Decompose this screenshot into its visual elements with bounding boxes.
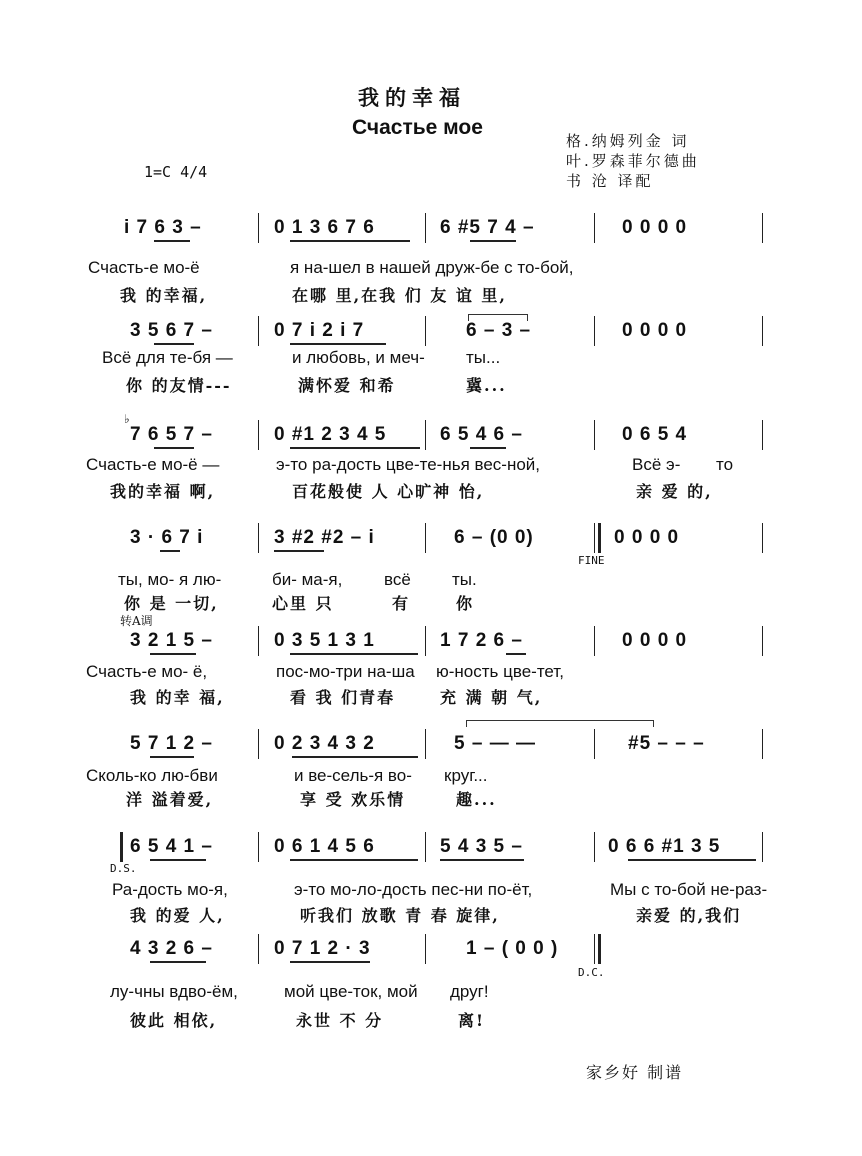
lyrics-ru-2b: и любовь, и меч-: [292, 348, 425, 367]
beam: [150, 961, 206, 963]
lyrics-cn-1a: 我 的幸福,: [120, 286, 208, 305]
barline: [258, 523, 259, 553]
lyrics-cn-8a: 彼此 相依,: [130, 1011, 218, 1030]
lyrics-ru-2a: Всё для те-бя —: [102, 348, 233, 367]
lyrics-ru-7a: Ра-дость мо-я,: [112, 880, 228, 899]
beam: [154, 240, 190, 242]
measure-8-3: 1 – ( 0 0 ): [466, 938, 559, 959]
barline: [762, 626, 763, 656]
measure-5-2: 0 3 5 1 3 1: [274, 630, 375, 651]
beam: [150, 859, 206, 861]
beam: [290, 343, 386, 345]
beam: [440, 859, 524, 861]
measure-1-4: 0 0 0 0: [622, 217, 688, 238]
lyrics-cn-8b: 永世 不 分: [296, 1011, 384, 1030]
beam: [292, 756, 418, 758]
measure-7-3: 5 4 3 5 –: [440, 836, 523, 857]
tie-arc: [466, 720, 654, 727]
measure-7-2: 0 6 1 4 5 6: [274, 836, 375, 857]
lyrics-cn-1b: 在哪 里,在我 们 友 谊 里,: [292, 286, 507, 305]
measure-1-2: 0 1 3 6 7 6: [274, 217, 375, 238]
barline: [425, 729, 426, 759]
lyrics-ru-4a: ты, мо- я лю-: [118, 570, 222, 589]
title-russian: Счастье мое: [352, 116, 483, 139]
beam: [290, 961, 370, 963]
beam: [628, 859, 756, 861]
lyrics-ru-3a: Счасть-е мо-ё —: [86, 455, 220, 474]
measure-7-1: 6 5 4 1 –: [130, 836, 213, 857]
lyrics-cn-4c: 有: [392, 594, 411, 613]
measure-5-4: 0 0 0 0: [622, 630, 688, 651]
beam: [470, 240, 516, 242]
barline: [258, 420, 259, 450]
lyrics-cn-6c: 趣...: [456, 790, 497, 809]
measure-8-2: 0 7 1 2 · 3: [274, 938, 371, 959]
barline: [594, 934, 595, 964]
measure-7-4: 0 6 6 #1 3 5: [608, 836, 721, 857]
lyrics-cn-3c: 亲 爱 的,: [636, 482, 713, 501]
lyrics-ru-2c: ты...: [466, 348, 501, 367]
measure-3-1: 7 6 5 7 –: [130, 424, 213, 445]
modulation-mark: 转A调: [120, 614, 153, 628]
beam: [150, 756, 194, 758]
beam: [150, 653, 196, 655]
barline: [425, 832, 426, 862]
barline: [425, 316, 426, 346]
lyrics-cn-5a: 我 的幸 福,: [130, 688, 225, 707]
measure-1-3: 6 #5 7 4 –: [440, 217, 535, 238]
barline: [762, 420, 763, 450]
beam: [290, 240, 410, 242]
final-barline: [598, 934, 601, 964]
barline: [594, 213, 595, 243]
barline: [425, 626, 426, 656]
beam: [274, 550, 324, 552]
credit-lyricist: 格.纳姆列金 词: [566, 132, 690, 150]
lyrics-cn-6a: 洋 溢着爱,: [126, 790, 214, 809]
measure-8-1: 4 3 2 6 –: [130, 938, 213, 959]
lyrics-ru-3d: то: [716, 455, 734, 474]
footer-credit: 家乡好 制谱: [586, 1063, 684, 1082]
lyrics-cn-4b: 心里 只: [272, 594, 334, 613]
lyrics-ru-5b: пос-мо-три на-ша: [276, 662, 415, 681]
barline: [258, 213, 259, 243]
measure-2-3: 6 – 3 –: [466, 320, 532, 341]
lyrics-ru-7b: э-то мо-ло-дость пес-ни по-ёт,: [294, 880, 533, 899]
lyrics-ru-5c: ю-ность цве-тет,: [436, 662, 564, 681]
lyrics-ru-5a: Счасть-е мо- ё,: [86, 662, 208, 681]
lyrics-ru-8b: мой цве-ток, мой: [284, 982, 418, 1001]
measure-6-4: #5 – – –: [628, 733, 705, 754]
flat-sign: ♭: [124, 412, 130, 426]
beam: [290, 653, 418, 655]
lyrics-cn-3b: 百花般使 人 心旷神 怡,: [292, 482, 485, 501]
measure-3-4: 0 6 5 4: [622, 424, 688, 445]
lyrics-cn-2b: 满怀爱 和希: [298, 376, 396, 395]
fine-mark: FINE: [578, 554, 605, 567]
beam: [154, 343, 194, 345]
segno-barline: [120, 832, 123, 862]
lyrics-cn-5c: 充 满 朝 气,: [440, 688, 543, 707]
lyrics-cn-2a: 你 的友情---: [126, 376, 232, 395]
barline: [762, 316, 763, 346]
lyrics-ru-6a: Сколь-ко лю-бви: [86, 766, 218, 785]
barline: [425, 213, 426, 243]
lyrics-ru-4c: всё: [384, 570, 411, 589]
lyrics-cn-3a: 我的幸福 啊,: [110, 482, 216, 501]
lyrics-cn-2c: 冀...: [466, 376, 507, 395]
lyrics-ru-6c: круг...: [444, 766, 488, 785]
lyrics-cn-4d: 你: [456, 594, 475, 613]
lyrics-cn-4a: 你 是 一切,: [124, 594, 219, 613]
title-chinese: 我的幸福: [358, 85, 466, 110]
beam: [506, 653, 526, 655]
barline: [762, 213, 763, 243]
lyrics-ru-7c: Мы с то-бой не-раз-: [610, 880, 768, 899]
measure-3-2: 0 #1 2 3 4 5: [274, 424, 387, 445]
measure-3-3: 6 5 4 6 –: [440, 424, 523, 445]
lyrics-ru-6b: и ве-сель-я во-: [294, 766, 412, 785]
lyrics-ru-8a: лу-чны вдво-ём,: [110, 982, 238, 1001]
measure-4-4: 0 0 0 0: [614, 527, 680, 548]
barline: [594, 832, 595, 862]
measure-4-3: 6 – (0 0): [454, 527, 534, 548]
measure-5-1: 3 2 1 5 –: [130, 630, 213, 651]
lyrics-cn-6b: 享 受 欢乐情: [300, 790, 406, 809]
measure-2-2: 0 7 i 2 i 7: [274, 320, 365, 341]
lyrics-ru-3c: Всё э-: [632, 455, 681, 474]
credit-translator: 书 沧 译配: [566, 172, 654, 190]
measure-6-1: 5 7 1 2 –: [130, 733, 213, 754]
beam: [290, 447, 420, 449]
measure-4-1: 3 · 6 7 i: [130, 527, 204, 548]
barline: [258, 832, 259, 862]
barline: [258, 626, 259, 656]
measure-6-2: 0 2 3 4 3 2: [274, 733, 375, 754]
credit-composer: 叶.罗森菲尔德曲: [566, 152, 700, 170]
lyrics-ru-1a: Счасть-е мо-ё: [88, 258, 200, 277]
lyrics-cn-5b: 看 我 们青春: [290, 688, 396, 707]
lyrics-cn-8c: 离!: [458, 1011, 486, 1030]
lyrics-ru-4d: ты.: [452, 570, 477, 589]
dc-mark: D.C.: [578, 966, 605, 979]
measure-5-3: 1 7 2 6 –: [440, 630, 523, 651]
measure-1-1: i 7 6 3 –: [124, 217, 202, 238]
lyrics-cn-7a: 我 的爱 人,: [130, 906, 225, 925]
beam: [160, 550, 180, 552]
lyrics-ru-4b: би- ма-я,: [272, 570, 343, 589]
barline: [258, 729, 259, 759]
barline: [594, 626, 595, 656]
barline: [594, 729, 595, 759]
beam: [470, 447, 506, 449]
barline: [425, 934, 426, 964]
barline: [258, 316, 259, 346]
barline: [762, 729, 763, 759]
key-signature: 1=C 4/4: [144, 163, 208, 181]
beam: [154, 447, 194, 449]
measure-6-3: 5 – — —: [454, 733, 536, 754]
barline: [762, 832, 763, 862]
barline: [594, 420, 595, 450]
measure-2-1: 3 5 6 7 –: [130, 320, 213, 341]
lyrics-ru-1b: я на-шел в нашей друж-бе с то-бой,: [290, 258, 574, 277]
barline: [425, 523, 426, 553]
final-barline: [598, 523, 601, 553]
barline: [594, 523, 595, 553]
measure-4-2: 3 #2 #2 – i: [274, 527, 375, 548]
lyrics-cn-7c: 亲爱 的,我们: [636, 906, 742, 925]
beam: [290, 859, 418, 861]
barline: [594, 316, 595, 346]
barline: [762, 523, 763, 553]
lyrics-cn-7b: 听我们 放歌 青 春 旋律,: [300, 906, 500, 925]
barline: [258, 934, 259, 964]
barline: [425, 420, 426, 450]
lyrics-ru-3b: э-то ра-дость цве-те-нья вес-ной,: [276, 455, 541, 474]
lyrics-ru-8c: друг!: [450, 982, 489, 1001]
measure-2-4: 0 0 0 0: [622, 320, 688, 341]
ds-mark: D.S.: [110, 862, 137, 875]
